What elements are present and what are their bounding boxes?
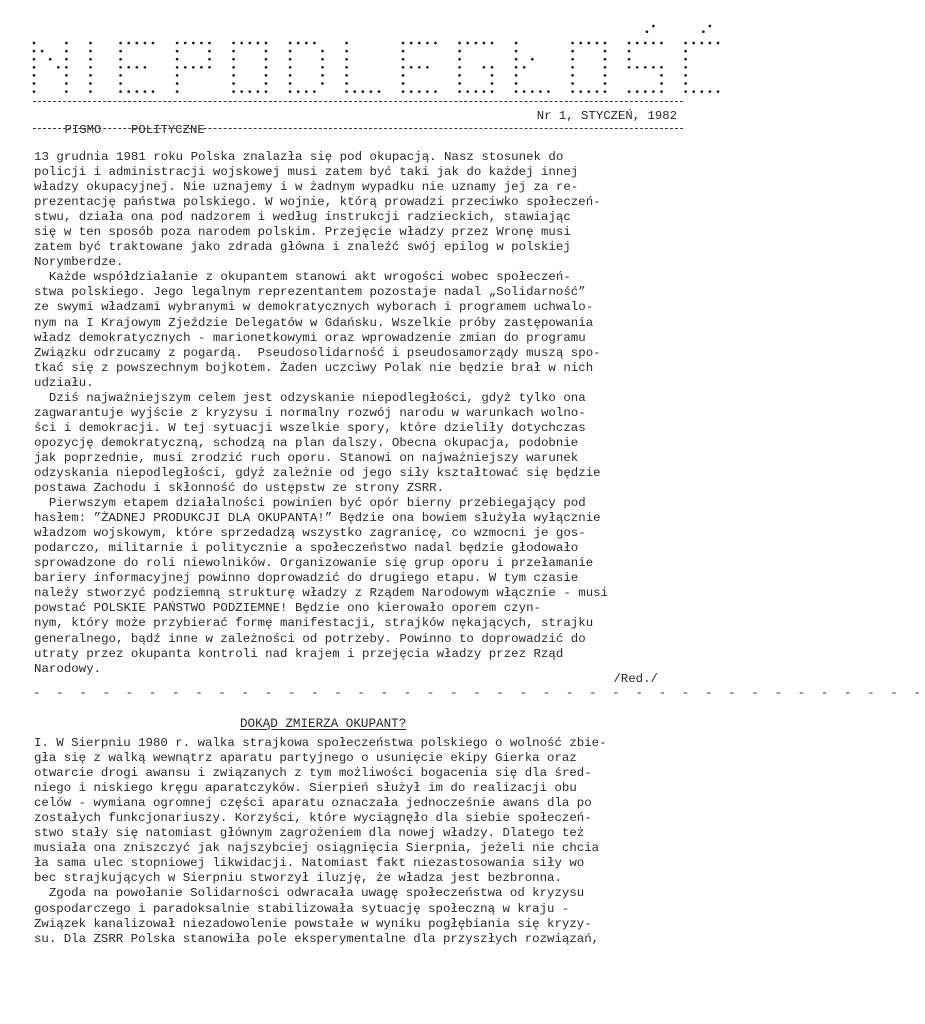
article2-line: ła sama ulec stopniowej likwidacji. Natomiast fakt niezastosowania siły wo [34,856,585,871]
article2-line: gospodarczego i paradoksalnie stabilizowała sytuację społeczną w kraju - [34,901,570,916]
article2-line: zostałych funkcjonariuszy. Korzyści, które wyciągnęło dla siebie społeczeń- [34,811,592,826]
article1-line: 13 grudnia 1981 roku Polska znalazła się pod okupacją. Nasz stosunek do [34,150,564,164]
article1-line: zatem być traktowane jako zdrada główna i znaleźć swój epilog w polskiej [34,240,571,255]
article2-line: stwo stały się natomiast głównym zagrożeniem dla nowej władzy. Dlatego też [34,826,585,841]
article1-line: udziału. [34,375,94,390]
article1-line: stwa polskiego. Jego legalnym reprezentantem pozostaje nadal „Solidarność” [34,285,586,300]
article2-body [34,736,704,947]
article1-line: podarczo, militarnie i politycznie a społeczeństwo nadal będzie głodowało [34,541,579,556]
article1-line: Norymberdze. [34,255,124,270]
article1-line: opozycję demokratyczną, schodzą na plan dalszy. Obecna okupacja, podobnie [34,435,579,450]
masthead-dot-lettering [32,26,684,96]
article1-line: postawa Zachodu i skłonność do ustępstw ze strony ZSRR. [34,481,445,496]
article1-line: jak poprzednie, musi zrodzić ruch oporu. Stanowi on najważniejszy warunek [34,450,579,465]
article2-line: I. W Sierpniu 1980 r. walka strajkowa społeczeństwa polskiego o wolność zbie- [34,736,607,750]
article2-line: otwarcie drogi awansu i związanych z tym możliwości bogacenia się dla śred- [34,766,592,781]
article1-line: Narodowy. [34,661,102,676]
article1-line: sprowadzone do roli niewolników. Organizowanie się grup oporu i przełamanie [34,556,594,571]
article1-line: generalnego, bądź inne w zależności od potrzeby. Powinno to doprowadzić do [34,631,586,646]
section-separator: - - - - - - - - - - - - - - - - - - - - - - - - - - - - - - - - - - - - - - - [33,686,925,700]
article-signature: /Red./ [613,672,658,686]
article1-line: się w ten sposób poza narodem polskim. Przejęcie władzy przez Wronę musi [34,225,571,240]
article1-line: nym na I Krajowym Zjeździe Delegatów w Gdańsku. Wszelkie próby zastępowania [34,315,594,330]
article1-line: utraty przez okupanta kontroli nad krajem i przejęcia władzy przez Rząd [34,646,564,661]
publication-type: PISMO POLITYCZNE [64,123,205,137]
article2-line: musiała ona zniszczyć jak najszybciej osiągnięcia Sierpnia, jeżeli nie chcia [34,841,600,856]
article2-line: bec strajkujących w Sierpniu stworzył iluzję, że władza jest bezbronna. [34,871,562,886]
article1-line: policji i administracji wojskowej musi zatem być taki jak do każdej innej [34,165,579,180]
issue-info: Nr 1, STYCZEŃ, 1982 [536,109,677,123]
article1-line: należy stworzyć podziemną strukturę władzy z Rządem Narodowym włącznie - musi [34,586,609,601]
article1-line: Dziś najważniejszym celem jest odzyskanie niepodległości, gdyż tylko ona [34,390,586,405]
article1-line: władzy okupacyjnej. Nie uznajemy i w żadnym wypadku nie uznamy jej za re- [34,180,579,195]
article1-line: zagwarantuje wyjście z kryzysu i normalny rozwój narodu w warunkach wolno- [34,405,586,420]
article1-line: Związku odrzucamy z pogardą. Pseudosolidarność i pseudosamorządy muszą spo- [34,345,601,360]
article1-line: powstać POLSKIE PAŃSTWO PODZIEMNE! Będzie ono kierowało oporem czyn- [34,601,541,616]
section-title: DOKĄD ZMIERZA OKUPANT? [240,717,407,731]
article-body [34,150,694,677]
article1-line: bariery informacyjnej powinno doprowadzić do drugiego etapu. W tym czasie [34,571,579,586]
article1-line: ści i demokracji. W tej sytuacji wszelkie spory, które dzieliły dotychczas [34,420,586,435]
article1-line: stwu, działa ona pod nadzorem i według instrukcji radzieckich, stawiając [34,210,571,225]
masthead-title [32,26,684,96]
article1-line: Pierwszym etapem działalności powinien być opór bierny przebiegający pod [34,496,586,511]
article1-line: nym, który może przybierać formę manifestacji, strajków nękających, strajku [34,616,594,631]
header-top-rule [33,101,683,102]
article1-line: władz demokratycznych - marionetkowymi oraz wprowadzenie zmian do programu [34,330,586,345]
article1-line: władzom wojskowym, które sprzedadzą wszystko zagranicę, co wzmocni je gos- [34,526,586,541]
article1-line: Każde współdziałanie z okupantem stanowi akt wrogości wobec społeczeń- [34,270,571,285]
article1-line: hasłem: ”ŻADNEJ PRODUKCJI DLA OKUPANTA!” Będzie ona bowiem służyła wyłącznie [34,511,601,526]
article2-line: niego i niskiego kręgu aparatczyków. Sierpień służył im do realizacji obu [34,781,577,796]
article1-line: tkać się z powszechnym bojkotem. Żaden uczciwy Polak nie będzie brał w nich [34,360,594,375]
article1-line: ze swymi władzami wybranymi w demokratycznych wyborach i programem uchwalo- [34,300,594,315]
article2-line: Związek kanalizował niezadowolenie powstałe w wyniku pogłębiania się kryzy- [34,916,592,931]
article2-line: celów - wymiana ogromnej części aparatu oznaczała jednocześnie awans dla po [34,796,592,811]
article2-line: gła się z walką wewnątrz aparatu partyjnego o usunięcie ekipy Gierka oraz [34,751,577,766]
header-bottom-rule [33,128,683,129]
article1-line: odzyskania niepodległości, gdyż zależnie od jego siły kształtować się będzie [34,465,601,480]
article2-line: Zgoda na powołanie Solidarności odwracała uwagę społeczeństwa od kryzysu [34,886,585,901]
article1-line: prezentację państwa polskiego. W wojnie, którą prowadzi przeciwko społeczeń- [34,195,601,210]
article2-line: su. Dla ZSRR Polska stanowiła pole eksperymentalne dla przyszłych rozwiązań, [34,931,600,946]
